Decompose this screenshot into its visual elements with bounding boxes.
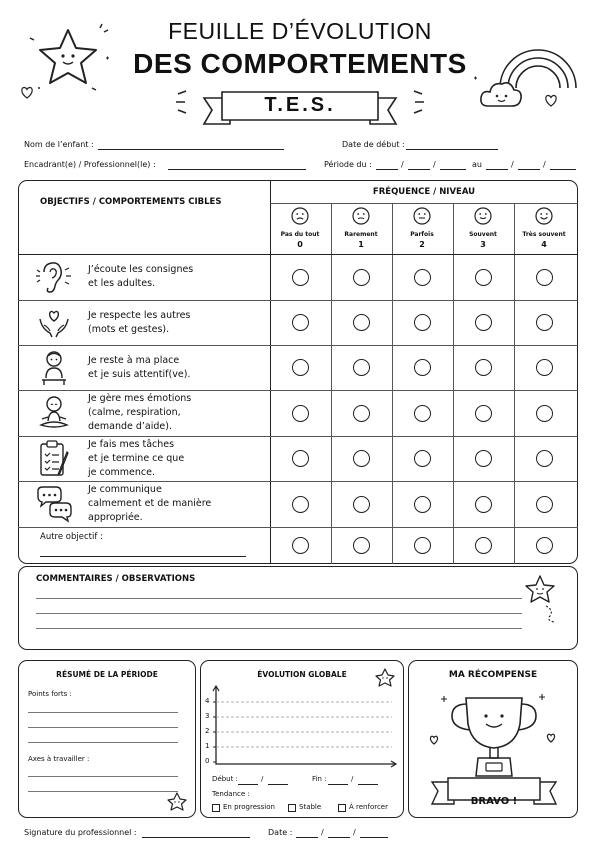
- seated-child-icon: [36, 348, 72, 388]
- rating-circle[interactable]: [475, 314, 492, 331]
- signature-field[interactable]: [142, 837, 250, 838]
- period-from-year-field[interactable]: [440, 169, 466, 170]
- rating-circle[interactable]: [292, 314, 309, 331]
- title-line-2: DES COMPORTEMENTS: [133, 48, 467, 79]
- other-objective-field[interactable]: [40, 556, 246, 557]
- level-label: Rarement: [344, 231, 378, 238]
- trend-option-label: Stable: [299, 803, 322, 811]
- footer-date-year-field[interactable]: [360, 837, 388, 838]
- behavior-text: Je reste à ma place et je suis attentif(ve).: [88, 354, 191, 380]
- period-from-month-field[interactable]: [408, 169, 430, 170]
- child-name-field[interactable]: [98, 149, 284, 150]
- end-label: Fin :: [312, 775, 327, 783]
- y-tick-label: 2: [205, 727, 210, 735]
- start-day-field[interactable]: [238, 784, 258, 785]
- speech-bubbles-icon: [34, 485, 74, 523]
- rating-circle[interactable]: [536, 450, 553, 467]
- level-label: Parfois: [410, 231, 434, 238]
- level-value: 3: [480, 240, 486, 249]
- rating-circle[interactable]: [353, 359, 370, 376]
- rating-circle[interactable]: [292, 269, 309, 286]
- rating-circle[interactable]: [353, 314, 370, 331]
- very-happy-face-icon: [534, 206, 554, 226]
- very-sad-face-icon: [290, 206, 310, 226]
- other-objective-label: Autre objectif :: [40, 532, 103, 542]
- trend-label: Tendance :: [212, 790, 250, 798]
- rating-circle[interactable]: [414, 496, 431, 513]
- comment-line[interactable]: [36, 598, 522, 599]
- neutral-face-icon: [412, 206, 432, 226]
- period-to-year-field[interactable]: [550, 169, 576, 170]
- supervisor-field[interactable]: [168, 169, 306, 170]
- rating-circle[interactable]: [414, 314, 431, 331]
- rating-circle[interactable]: [414, 269, 431, 286]
- to-work-line[interactable]: [28, 776, 178, 777]
- frequency-header: FRÉQUENCE / NIVEAU: [372, 187, 476, 197]
- child-name-label: Nom de l’enfant :: [24, 140, 94, 149]
- rating-circle[interactable]: [353, 496, 370, 513]
- trend-checkbox[interactable]: [338, 804, 346, 812]
- star-icon: [524, 574, 566, 626]
- trend-option-label: À renforcer: [349, 803, 388, 811]
- rating-circle[interactable]: [475, 359, 492, 376]
- end-day-field[interactable]: [328, 784, 348, 785]
- rating-circle[interactable]: [475, 269, 492, 286]
- y-tick-label: 4: [205, 697, 210, 705]
- sad-face-icon: [351, 206, 371, 226]
- footer-date-label: Date :: [268, 828, 293, 837]
- period-from-label: Période du :: [324, 160, 372, 169]
- banner-text: T.E.S.: [264, 94, 336, 116]
- trend-checkbox[interactable]: [288, 804, 296, 812]
- y-tick-label: 1: [205, 742, 210, 750]
- end-month-field[interactable]: [358, 784, 378, 785]
- strengths-label: Points forts :: [28, 690, 72, 698]
- summary-title: RÉSUMÉ DE LA PÉRIODE: [56, 670, 158, 679]
- rating-circle[interactable]: [536, 496, 553, 513]
- behavior-text: Je respecte les autres (mots et gestes).: [88, 309, 191, 335]
- rating-circle[interactable]: [475, 496, 492, 513]
- reward-banner-text: BRAVO !: [470, 796, 518, 807]
- meditating-child-icon: [36, 393, 72, 433]
- rating-circle[interactable]: [414, 359, 431, 376]
- rating-circle[interactable]: [475, 405, 492, 422]
- footer-date-month-field[interactable]: [328, 837, 350, 838]
- happy-face-icon: [473, 206, 493, 226]
- level-value: 4: [541, 240, 547, 249]
- level-value: 2: [419, 240, 425, 249]
- rating-circle[interactable]: [414, 405, 431, 422]
- to-work-label: Axes à travailler :: [28, 755, 90, 763]
- rating-circle[interactable]: [414, 450, 431, 467]
- start-month-field[interactable]: [268, 784, 288, 785]
- strengths-line[interactable]: [28, 712, 178, 713]
- comments-title: COMMENTAIRES / OBSERVATIONS: [36, 574, 196, 584]
- strengths-line[interactable]: [28, 742, 178, 743]
- level-label: Souvent: [469, 231, 497, 238]
- trend-checkbox[interactable]: [212, 804, 220, 812]
- rating-circle[interactable]: [536, 314, 553, 331]
- level-label: Pas du tout: [280, 231, 320, 238]
- rating-circle[interactable]: [414, 537, 431, 554]
- rating-circle[interactable]: [353, 450, 370, 467]
- supervisor-label: Encadrant(e) / Professionnel(le) :: [24, 160, 156, 169]
- rating-circle[interactable]: [292, 496, 309, 513]
- evolution-graph: [200, 684, 404, 770]
- to-work-line[interactable]: [28, 791, 178, 792]
- level-label: Très souvent: [522, 231, 566, 238]
- rating-circle[interactable]: [475, 450, 492, 467]
- y-tick-label: 3: [205, 712, 210, 720]
- comment-line[interactable]: [36, 628, 522, 629]
- level-value: 1: [358, 240, 364, 249]
- behavior-text: J’écoute les consignes et les adultes.: [88, 264, 194, 289]
- comment-line[interactable]: [36, 613, 522, 614]
- rating-circle[interactable]: [292, 359, 309, 376]
- star-icon: [166, 792, 188, 812]
- rating-circle[interactable]: [292, 405, 309, 422]
- behavior-text: Je communique calmement et de manière appropriée.: [88, 484, 212, 523]
- objectives-header: OBJECTIFS / COMPORTEMENTS CIBLES: [40, 197, 222, 207]
- trend-option-label: En progression: [223, 803, 275, 811]
- rating-circle[interactable]: [536, 359, 553, 376]
- rating-circle[interactable]: [353, 537, 370, 554]
- behavior-text: Je gère mes émotions (calme, respiration, demande d’aide).: [88, 393, 192, 432]
- footer-date-day-field[interactable]: [296, 837, 318, 838]
- start-date-label: Date de début :: [342, 140, 405, 149]
- rating-circle[interactable]: [475, 537, 492, 554]
- start-label: Début :: [212, 775, 238, 783]
- period-to-label: au: [472, 160, 482, 169]
- signature-label: Signature du professionnel :: [24, 828, 137, 837]
- clipboard-checklist-icon: [38, 439, 72, 479]
- period-to-day-field[interactable]: [486, 169, 508, 170]
- y-tick-label: 0: [205, 757, 210, 765]
- level-value: 0: [297, 240, 303, 249]
- heart-icon: [20, 86, 34, 99]
- heart-hands-icon: [36, 305, 72, 341]
- rating-circle[interactable]: [536, 405, 553, 422]
- start-date-field[interactable]: [406, 149, 498, 150]
- rating-circle[interactable]: [536, 537, 553, 554]
- ear-icon: [34, 258, 74, 296]
- rating-circle[interactable]: [536, 269, 553, 286]
- period-from-day-field[interactable]: [376, 169, 398, 170]
- period-to-month-field[interactable]: [518, 169, 540, 170]
- rating-circle[interactable]: [292, 537, 309, 554]
- behavior-text: Je fais mes tâches et je termine ce que je commence.: [88, 438, 185, 478]
- title-line-1: FEUILLE D’ÉVOLUTION: [168, 18, 432, 44]
- rating-circle[interactable]: [353, 405, 370, 422]
- rating-circle[interactable]: [353, 269, 370, 286]
- strengths-line[interactable]: [28, 727, 178, 728]
- rating-circle[interactable]: [292, 450, 309, 467]
- evolution-title: ÉVOLUTION GLOBALE: [257, 670, 347, 679]
- heart-icon: [544, 94, 558, 107]
- reward-title: MA RÉCOMPENSE: [448, 670, 538, 680]
